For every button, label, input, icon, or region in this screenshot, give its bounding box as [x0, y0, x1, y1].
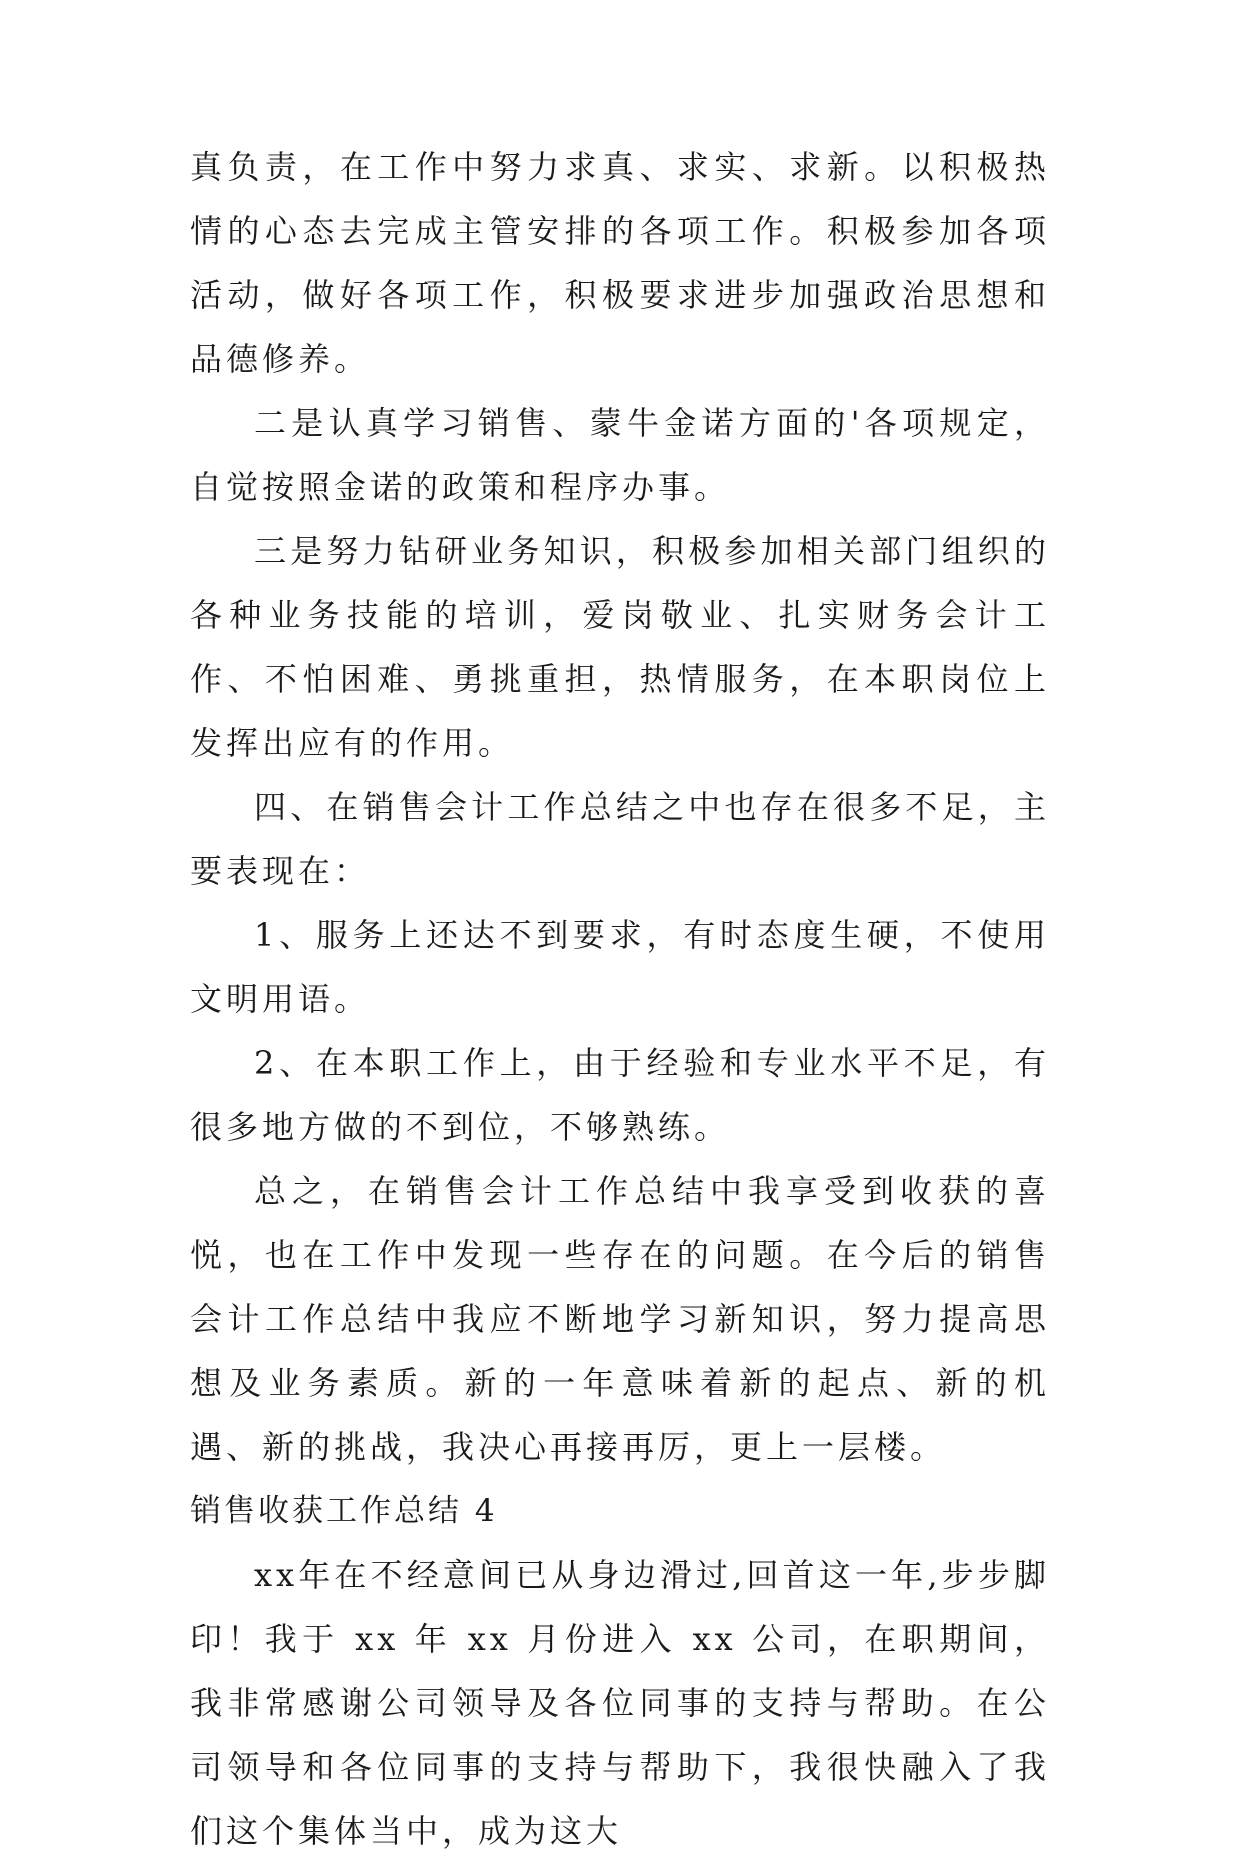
paragraph-point-two: 二是认真学习销售、蒙牛金诺方面的'各项规定，自觉按照金诺的政策和程序办事。 — [190, 404, 1050, 506]
document-page — [190, 135, 1050, 1863]
paragraph-point-three: 三是努力钻研业务知识，积极参加相关部门组织的各种业务技能的培训，爱岗敬业、扎实财务会计工作、不怕困难、勇挑重担，热情服务，在本职岗位上发挥出应有的作用。 — [190, 532, 1050, 762]
paragraph-shortcoming-1: 1、服务上还达不到要求，有时态度生硬，不使用文明用语。 — [190, 916, 1050, 1018]
section-title: 销售收获工作总结 4 — [190, 1493, 498, 1529]
paragraph-shortcoming-2: 2、在本职工作上，由于经验和专业水平不足，有很多地方做的不到位，不够熟练。 — [190, 1044, 1050, 1146]
paragraph-conclusion: 总之，在销售会计工作总结中我享受到收获的喜悦，也在工作中发现一些存在的问题。在今后的销售会计工作总结中我应不断地学习新知识，努力提高思想及业务素质。新的一年意味着新的起点、新的机遇、新的挑战，我决心再接再厉，更上一层楼。 — [190, 1172, 1050, 1466]
section-paragraph: xx年在不经意间已从身边滑过,回首这一年,步步脚印！我于 xx 年 xx 月份进入 xx 公司，在职期间，我非常感谢公司领导及各位同事的支持与帮助。在公司领导和各位同事的支持与帮助下，我很快融入了我们这个集体当中，成为这大 — [190, 1556, 1050, 1850]
paragraph-point-four: 四、在销售会计工作总结之中也存在很多不足，主要表现在： — [190, 788, 1050, 890]
paragraph-continuation: 真负责，在工作中努力求真、求实、求新。以积极热情的心态去完成主管安排的各项工作。积极参加各项活动，做好各项工作，积极要求进步加强政治思想和品德修养。 — [190, 148, 1050, 378]
